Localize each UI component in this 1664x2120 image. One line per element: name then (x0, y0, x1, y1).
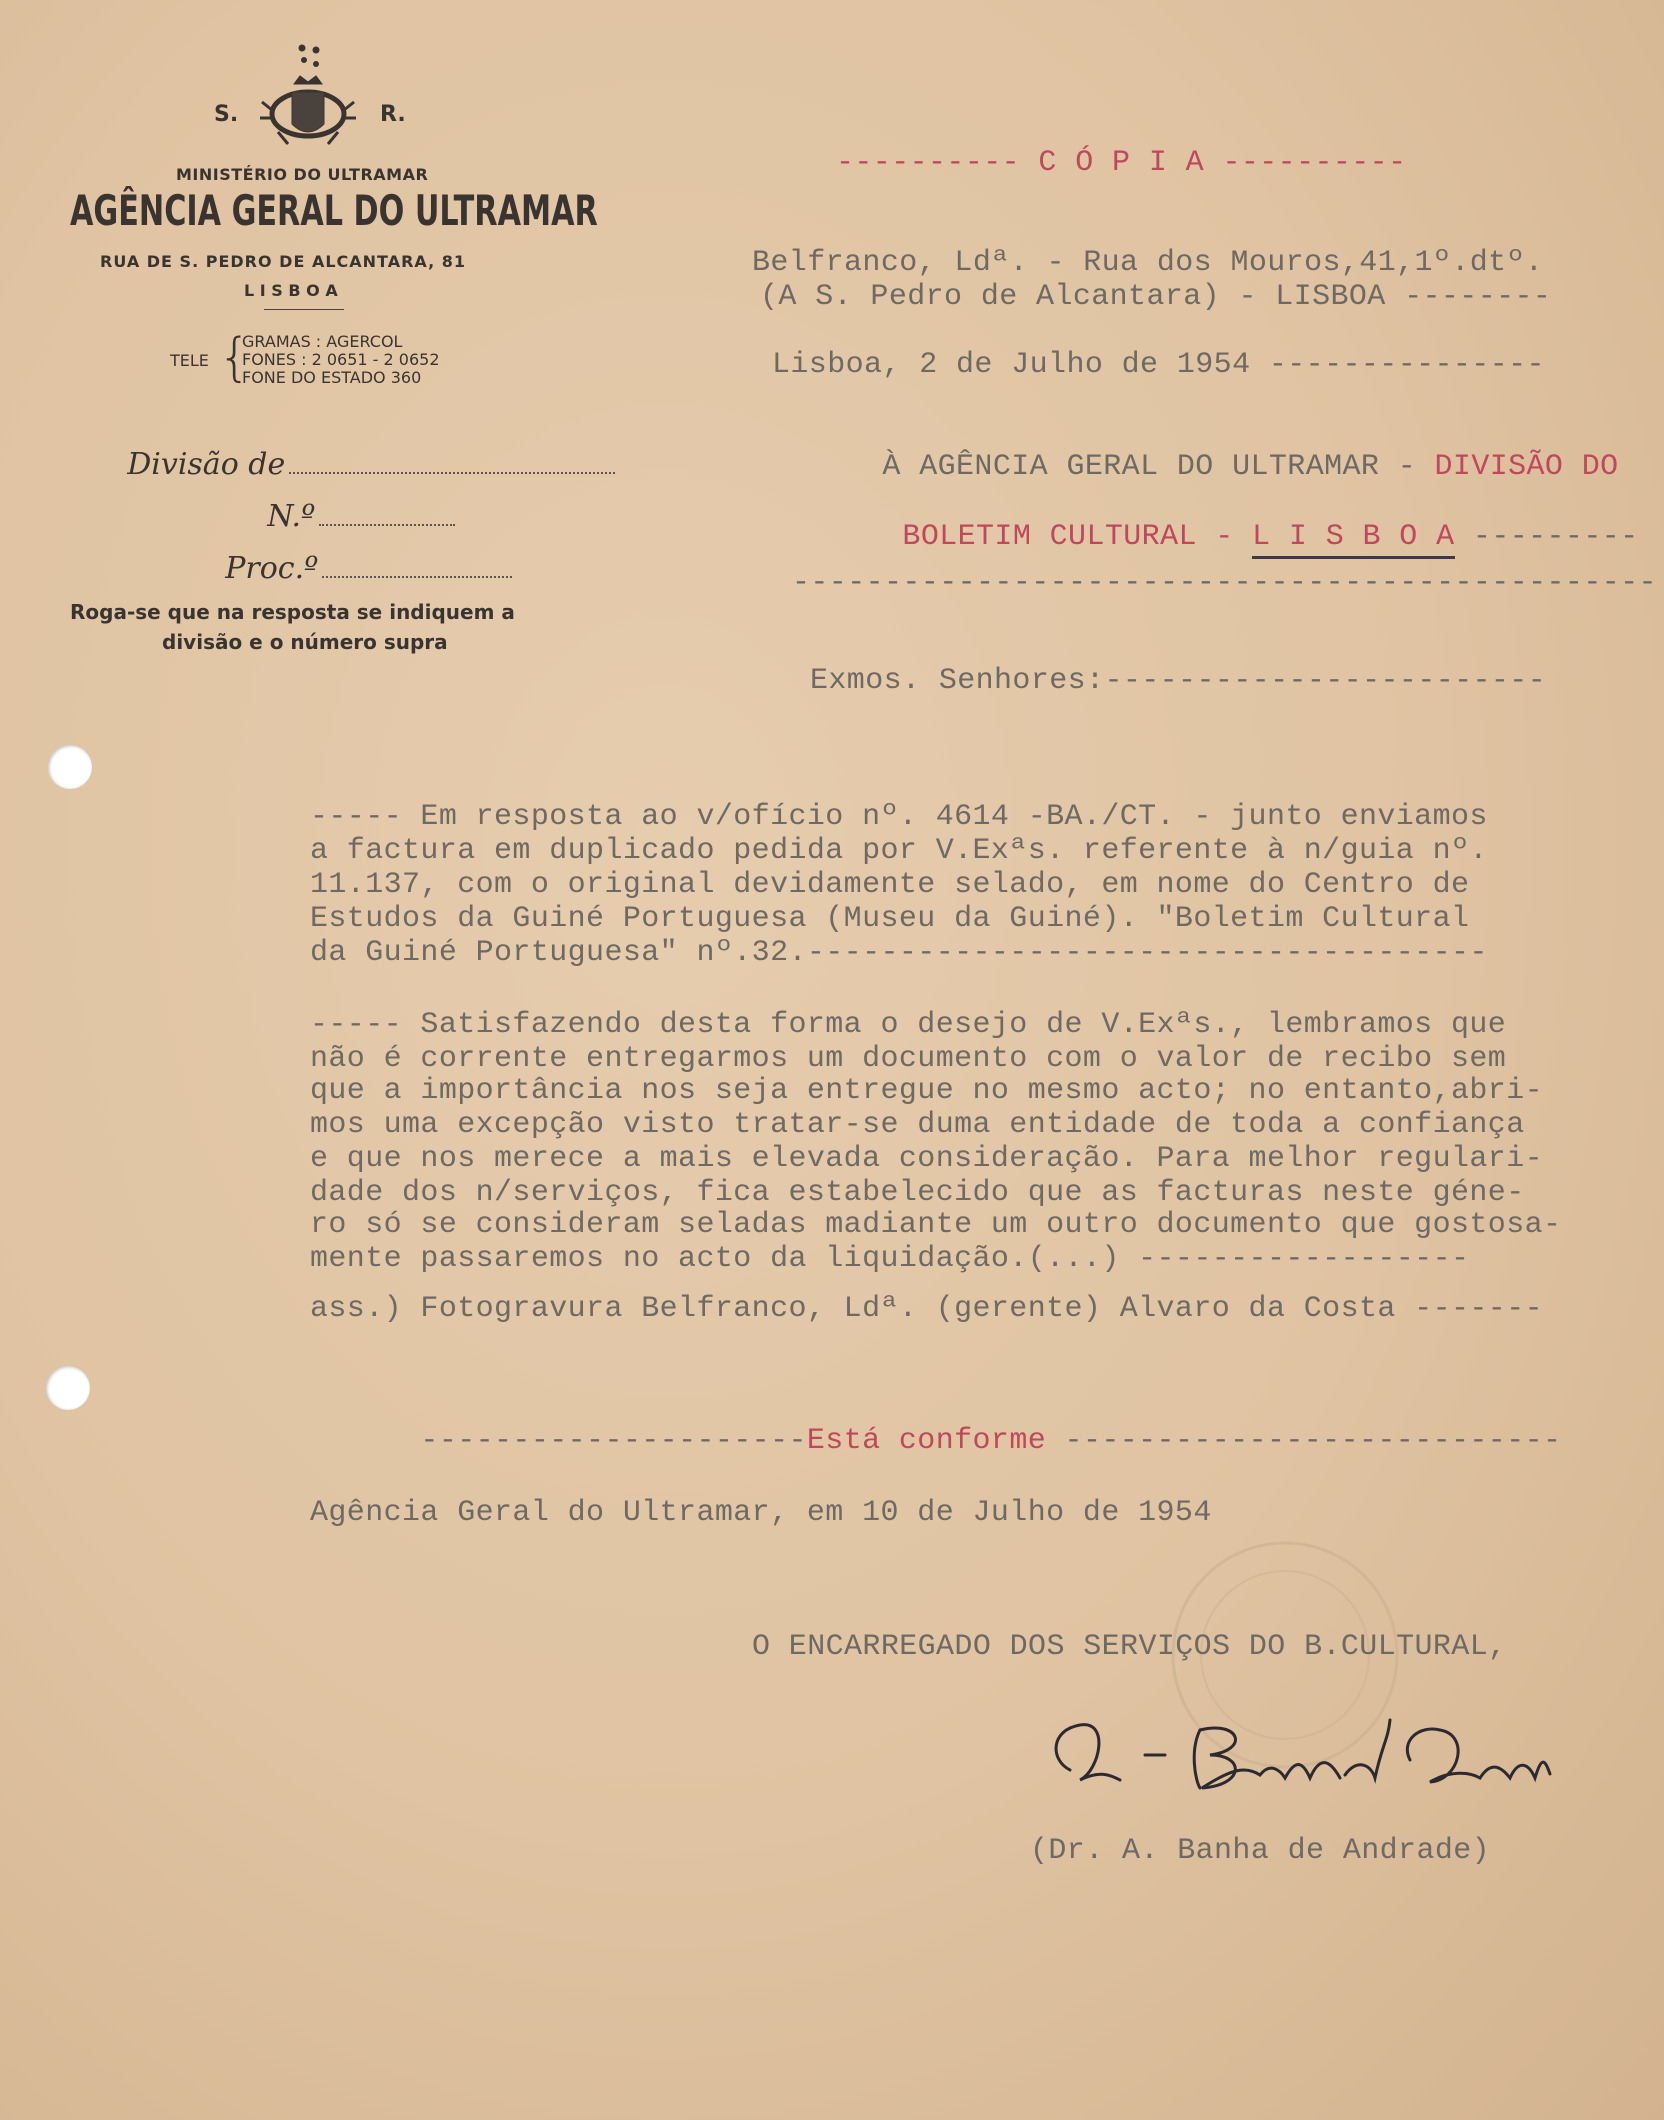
body-line: ----- Em resposta ao v/ofício nº. 4614 -BA./CT. - junto enviamos (310, 800, 1488, 834)
certification-dashes: --------------------- (420, 1424, 807, 1458)
tele-brace: { (218, 328, 252, 388)
divisao-label: Divisão de (127, 447, 286, 482)
certification-dashes: --------------------------- (1046, 1424, 1562, 1458)
place-date: Agência Geral do Ultramar, em 10 de Julho de 1954 (310, 1496, 1212, 1530)
certification-text: Está conforme (806, 1424, 1047, 1458)
body-line: e que nos merece a mais elevada consideração. Para melhor regulari- (310, 1142, 1543, 1176)
body-line: mente passaremos no acto da liquidação.(...) ------------------ (310, 1242, 1470, 1276)
copia-title: ---------- C Ó P I A ---------- (836, 146, 1407, 180)
body-line: que a importância nos seja entregue no mesmo acto; no entanto,abri- (310, 1074, 1543, 1108)
recipient-city: L I S B O A (1252, 520, 1454, 559)
recipient-division: DIVISÃO DO (1434, 450, 1619, 484)
sr-left-text: S. (214, 102, 239, 127)
separator-rule: ----------------------------------------------- (792, 566, 1657, 600)
ministry-name: MINISTÉRIO DO ULTRAMAR (176, 165, 429, 184)
tele-line: FONE DO ESTADO 360 (242, 368, 422, 387)
body-line: da Guiné Portuguesa" nº.32.------------------------------------- (310, 936, 1488, 970)
body-line: mos uma excepção visto tratar-se duma entidade de toda a confiança (310, 1108, 1525, 1142)
body-line: ro só se consideram seladas madiante um outro documento que gostosa- (310, 1208, 1562, 1242)
recipient-agency: À AGÊNCIA GERAL DO ULTRAMAR - (882, 450, 1435, 484)
handwritten-signature (1030, 1700, 1580, 1810)
tele-line: GRAMAS : AGERCOL (242, 332, 403, 351)
body-line: a factura em duplicado pedida por V.Exªs. referente à n/guia nº. (310, 834, 1488, 868)
tele-label: TELE (170, 351, 209, 370)
punch-hole-top (48, 745, 92, 789)
punch-hole-bottom (46, 1366, 90, 1410)
agency-name: AGÊNCIA GERAL DO ULTRAMAR (70, 186, 598, 235)
body-line: não é corrente entregarmos um documento com o valor de recibo sem (310, 1042, 1507, 1076)
signed-by-line: ass.) Fotogravura Belfranco, Ldª. (gerente) Alvaro da Costa ------- (310, 1292, 1543, 1326)
sender-address: (A S. Pedro de Alcantara) - LISBOA -------- (760, 280, 1552, 314)
coat-of-arms-icon (258, 40, 358, 152)
proc-leader (322, 576, 512, 578)
body-line: dade dos n/serviços, fica estabelecido que as facturas neste géne- (310, 1176, 1525, 1210)
recipient-dashes: --------- (1454, 520, 1639, 554)
body-line: 11.137, com o original devidamente selado, em nome do Centro de (310, 868, 1470, 902)
numero-label: N.º (267, 499, 316, 534)
certification-line (310, 1390, 1561, 1492)
proc-label: Proc.º (225, 551, 319, 586)
sender-address: Belfranco, Ldª. - Rua dos Mouros,41,1º.dtº. (752, 246, 1544, 280)
street-address: RUA DE S. PEDRO DE ALCANTARA, 81 (100, 252, 466, 271)
body-line: Estudos da Guiné Portuguesa (Museu da Guiné). "Boletim Cultural (310, 902, 1470, 936)
city-name: L I S B O A (244, 281, 338, 300)
officer-role: O ENCARREGADO DOS SERVIÇOS DO B.CULTURAL, (752, 1630, 1507, 1664)
salutation: Exmos. Senhores:------------------------ (810, 664, 1547, 698)
sr-right-text: R. (380, 102, 406, 127)
body-line: ----- Satisfazendo desta forma o desejo de V.Exªs., lembramos que (310, 1008, 1507, 1042)
reply-note: divisão e o número supra (162, 630, 448, 654)
tele-line: FONES : 2 0651 - 2 0652 (242, 350, 440, 369)
reply-note: Roga-se que na resposta se indiquem a (70, 600, 515, 624)
letter-date: Lisboa, 2 de Julho de 1954 --------------- (772, 348, 1545, 382)
divider (264, 309, 344, 310)
signatory-name: (Dr. A. Banha de Andrade) (1030, 1834, 1491, 1868)
recipient-bulletin: BOLETIM CULTURAL - (902, 520, 1253, 554)
